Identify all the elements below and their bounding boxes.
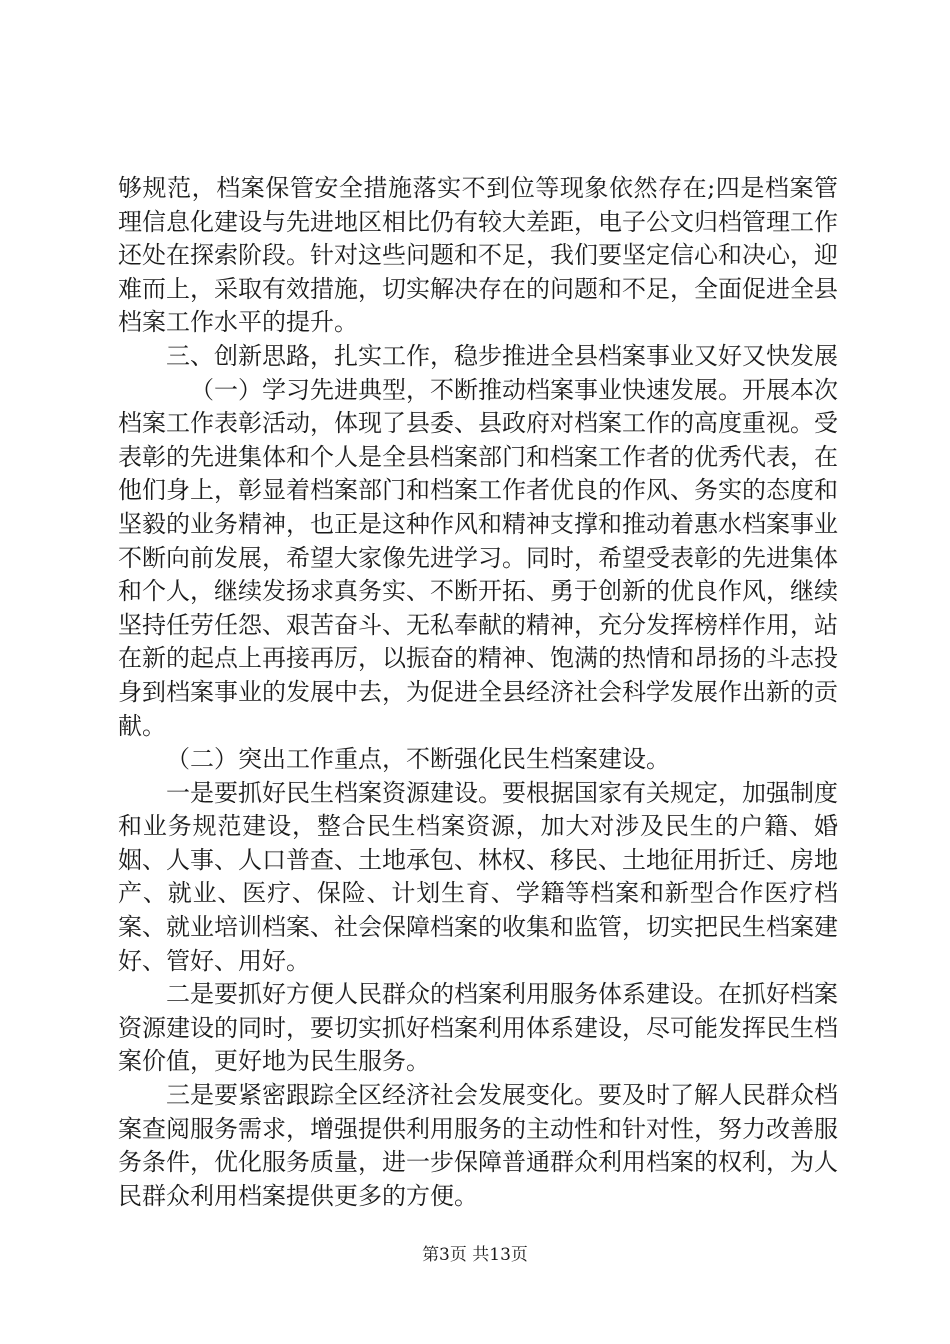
section-heading: 三、创新思路，扎实工作，稳步推进全县档案事业又好又快发展 <box>166 341 838 370</box>
paragraph-point-two: 二是要抓好方便人民群众的档案利用服务体系建设。在抓好档案资源建设的同时，要切实抓好档案利用体系建设，尽可能发挥民生档案价值，更好地为民生服务。 <box>118 980 838 1076</box>
paragraph-continuation: 够规范，档案保管安全措施落实不到位等现象依然存在;四是档案管理信息化建设与先进地区相比仍有较大差距，电子公文归档管理工作还处在探索阶段。针对这些问题和不足，我们要坚定信心和决心，迎难而上，采取有效措施，切实解决存在的问题和不足，全面促进全县档案工作水平的提升。 <box>118 174 838 337</box>
paragraph-point-one: 一是要抓好民生档案资源建设。要根据国家有关规定，加强制度和业务规范建设，整合民生档案资源，加大对涉及民生的户籍、婚姻、人事、人口普查、土地承包、林权、移民、土地征用折迁、房地产、就业、医疗、保险、计划生育、学籍等档案和新型合作医疗档案、就业培训档案、社会保障档案的收集和监管，切实把民生档案建好、管好、用好。 <box>118 778 838 975</box>
document-body <box>118 172 838 1213</box>
page-number-footer: 第3页 共13页 <box>422 1245 528 1265</box>
paragraph-point-three: 三是要紧密跟踪全区经济社会发展变化。要及时了解人民群众档案查阅服务需求，增强提供利用服务的主动性和针对性，努力改善服务条件，优化服务质量，进一步保障普通群众利用档案的权利，为人民群众利用档案提供更多的方便。 <box>118 1081 838 1210</box>
paragraph-subsection-one: （一）学习先进典型，不断推动档案事业快速发展。开展本次档案工作表彰活动，体现了县委、县政府对档案工作的高度重视。受表彰的先进集体和个人是全县档案部门和档案工作者的优秀代表，在他们身上，彰显着档案部门和档案工作者优良的作风、务实的态度和坚毅的业务精神，也正是这种作风和精神支撑和推动着惠水档案事业不断向前发展，希望大家像先进学习。同时，希望受表彰的先进集体和个人，继续发扬求真务实、不断开拓、勇于创新的优良作风，继续坚持任劳任怨、艰苦奋斗、无私奉献的精神，充分发挥榜样作用，站在新的起点上再接再厉，以振奋的精神、饱满的热情和昂扬的斗志投身到档案事业的发展中去，为促进全县经济社会科学发展作出新的贡献。 <box>118 375 838 740</box>
subsection-heading-two: （二）突出工作重点，不断强化民生档案建设。 <box>166 745 670 774</box>
